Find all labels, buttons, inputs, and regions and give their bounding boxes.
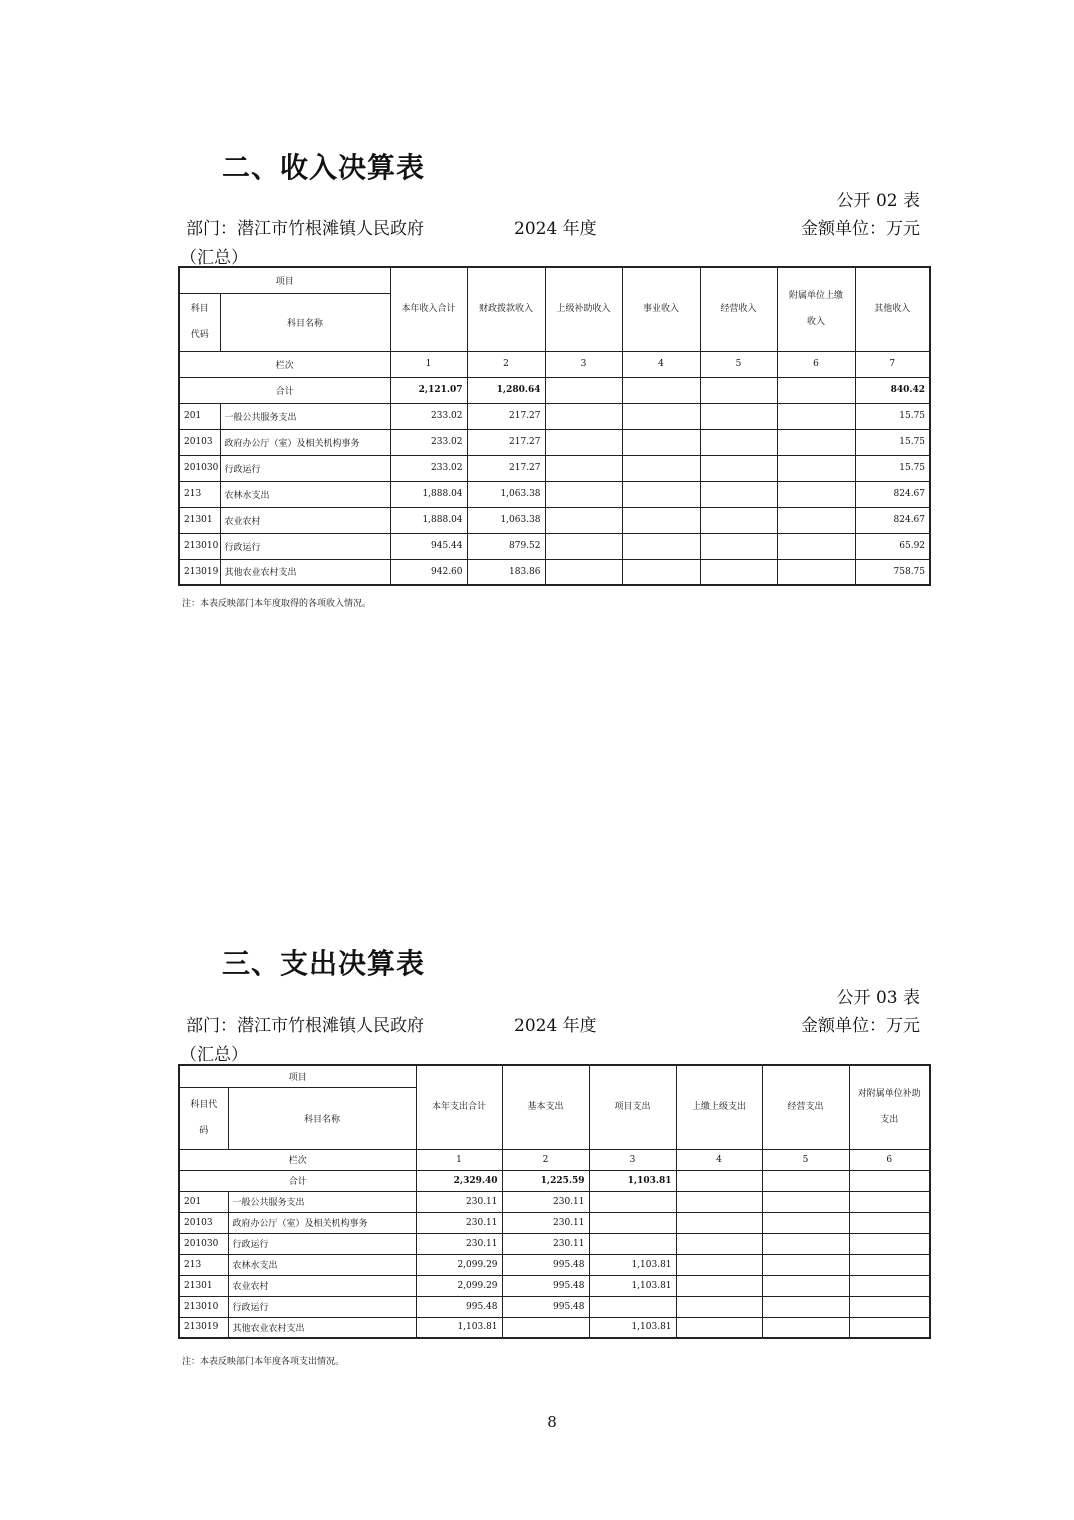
row-value	[762, 1212, 849, 1233]
table-row	[179, 507, 930, 533]
expense-lane-number: 5	[762, 1149, 849, 1170]
page-number: 8	[547, 1413, 557, 1431]
income-table-code: 公开 02 表	[836, 191, 920, 211]
row-value	[777, 429, 855, 455]
row-value	[762, 1317, 849, 1338]
income-total-cell	[545, 377, 622, 403]
income-total-cell	[700, 377, 777, 403]
row-value	[676, 1233, 762, 1254]
row-value	[589, 1296, 676, 1317]
table-row	[179, 1275, 930, 1296]
row-value	[502, 1317, 589, 1338]
row-name: 行政运行	[228, 1296, 416, 1317]
row-value	[676, 1275, 762, 1296]
row-value: 217.27	[467, 455, 545, 481]
row-name: 农业农村	[228, 1275, 416, 1296]
row-value	[762, 1275, 849, 1296]
row-value	[777, 403, 855, 429]
expense-note: 注：本表反映部门本年度各项支出情况。	[182, 1357, 345, 1367]
expense-header-name: 科目名称	[228, 1087, 416, 1149]
row-code: 201	[179, 403, 220, 429]
row-value	[589, 1212, 676, 1233]
row-value	[762, 1254, 849, 1275]
income-year: 2024 年度	[514, 219, 597, 239]
expense-total-cell: 1,103.81	[589, 1170, 676, 1191]
table-row	[179, 1254, 930, 1275]
row-name: 农林水支出	[228, 1254, 416, 1275]
row-value	[622, 403, 700, 429]
row-value	[849, 1233, 930, 1254]
income-lane-number: 6	[777, 351, 855, 377]
row-value	[849, 1212, 930, 1233]
expense-lane-number: 1	[416, 1149, 502, 1170]
expense-col-project: 项目支出	[589, 1065, 676, 1149]
income-col-other: 其他收入	[855, 267, 930, 351]
expense-table-code: 公开 03 表	[836, 988, 920, 1008]
expense-lane-number: 2	[502, 1149, 589, 1170]
income-header-row-1	[179, 267, 930, 293]
income-summary-note: （汇总）	[180, 248, 248, 268]
row-code: 213019	[179, 559, 220, 585]
row-value	[849, 1296, 930, 1317]
income-lane-number: 3	[545, 351, 622, 377]
row-value	[622, 455, 700, 481]
income-col-affiliated: 附属单位上缴收入	[777, 267, 855, 351]
income-lane-label: 栏次	[179, 351, 390, 377]
income-col-superior: 上级补助收入	[545, 267, 622, 351]
income-total-cell: 2,121.07	[390, 377, 467, 403]
expense-total-cell	[762, 1170, 849, 1191]
row-value: 2,099.29	[416, 1275, 502, 1296]
expense-header-row-1	[179, 1065, 930, 1087]
row-value: 15.75	[855, 403, 930, 429]
expense-total-row	[179, 1170, 930, 1191]
income-unit: 金额单位：万元	[801, 219, 920, 239]
row-value	[777, 533, 855, 559]
row-value: 1,103.81	[589, 1275, 676, 1296]
row-value: 995.48	[502, 1275, 589, 1296]
row-value	[622, 533, 700, 559]
expense-title: 三、支出决算表	[222, 947, 426, 980]
row-value	[622, 481, 700, 507]
expense-col-total: 本年支出合计	[416, 1065, 502, 1149]
table-row	[179, 1233, 930, 1254]
row-value	[545, 481, 622, 507]
row-value	[622, 429, 700, 455]
row-name: 其他农业农村支出	[228, 1317, 416, 1338]
row-value	[676, 1317, 762, 1338]
income-header-code: 科目代码	[179, 293, 220, 351]
expense-unit: 金额单位：万元	[801, 1016, 920, 1036]
table-row	[179, 1296, 930, 1317]
income-total-row	[179, 377, 930, 403]
row-value: 1,888.04	[390, 481, 467, 507]
row-code: 213	[179, 481, 220, 507]
row-value	[545, 533, 622, 559]
row-value: 233.02	[390, 429, 467, 455]
income-col-total: 本年收入合计	[390, 267, 467, 351]
income-col-undertaking: 事业收入	[622, 267, 700, 351]
row-value	[700, 403, 777, 429]
row-code: 213	[179, 1254, 228, 1275]
row-value	[777, 455, 855, 481]
income-title: 二、收入决算表	[222, 151, 426, 184]
expense-year: 2024 年度	[514, 1016, 597, 1036]
row-value	[777, 481, 855, 507]
row-value: 1,103.81	[416, 1317, 502, 1338]
row-value	[676, 1212, 762, 1233]
row-value: 15.75	[855, 455, 930, 481]
income-lane-number: 5	[700, 351, 777, 377]
row-value	[545, 455, 622, 481]
row-value	[589, 1233, 676, 1254]
expense-lane-number: 6	[849, 1149, 930, 1170]
row-value	[700, 507, 777, 533]
expense-lane-number: 3	[589, 1149, 676, 1170]
expense-col-operating: 经营支出	[762, 1065, 849, 1149]
expense-total-cell	[849, 1170, 930, 1191]
table-row	[179, 1212, 930, 1233]
row-value: 217.27	[467, 403, 545, 429]
row-value	[700, 559, 777, 585]
row-code: 201	[179, 1191, 228, 1212]
income-lane-number: 1	[390, 351, 467, 377]
income-header-item: 项目	[179, 267, 390, 293]
row-value	[762, 1233, 849, 1254]
row-name: 其他农业农村支出	[220, 559, 390, 585]
row-code: 201030	[179, 1233, 228, 1254]
income-lane-number: 4	[622, 351, 700, 377]
row-value	[589, 1191, 676, 1212]
row-name: 一般公共服务支出	[228, 1191, 416, 1212]
table-row	[179, 403, 930, 429]
row-value: 230.11	[502, 1212, 589, 1233]
income-table	[178, 266, 931, 586]
row-value	[545, 403, 622, 429]
expense-table	[178, 1064, 931, 1339]
table-row	[179, 455, 930, 481]
row-value: 15.75	[855, 429, 930, 455]
row-name: 一般公共服务支出	[220, 403, 390, 429]
expense-col-remit: 上缴上级支出	[676, 1065, 762, 1149]
row-code: 20103	[179, 429, 220, 455]
row-name: 行政运行	[220, 455, 390, 481]
income-col-operating: 经营收入	[700, 267, 777, 351]
row-value: 824.67	[855, 507, 930, 533]
row-value: 879.52	[467, 533, 545, 559]
income-lane-number: 7	[855, 351, 930, 377]
row-value: 995.48	[416, 1296, 502, 1317]
expense-summary-note: （汇总）	[180, 1045, 248, 1065]
row-value	[849, 1191, 930, 1212]
table-row	[179, 533, 930, 559]
row-code: 213010	[179, 533, 220, 559]
row-code: 20103	[179, 1212, 228, 1233]
row-value: 995.48	[502, 1254, 589, 1275]
table-row	[179, 1317, 930, 1338]
row-value: 230.11	[416, 1212, 502, 1233]
row-value: 1,063.38	[467, 507, 545, 533]
expense-col-basic: 基本支出	[502, 1065, 589, 1149]
row-name: 农林水支出	[220, 481, 390, 507]
row-value: 824.67	[855, 481, 930, 507]
expense-header-code: 科目代码	[179, 1087, 228, 1149]
row-name: 行政运行	[220, 533, 390, 559]
row-value	[700, 533, 777, 559]
income-total-label: 合计	[179, 377, 390, 403]
row-value: 233.02	[390, 403, 467, 429]
row-value	[700, 481, 777, 507]
row-value: 217.27	[467, 429, 545, 455]
row-value: 2,099.29	[416, 1254, 502, 1275]
row-value: 758.75	[855, 559, 930, 585]
expense-lane-row	[179, 1149, 930, 1170]
expense-total-cell	[676, 1170, 762, 1191]
row-value	[545, 429, 622, 455]
expense-total-cell: 1,225.59	[502, 1170, 589, 1191]
row-code: 201030	[179, 455, 220, 481]
income-header-name: 科目名称	[220, 293, 390, 351]
row-value	[622, 507, 700, 533]
income-lane-row	[179, 351, 930, 377]
row-value	[762, 1296, 849, 1317]
expense-lane-number: 4	[676, 1149, 762, 1170]
row-value: 995.48	[502, 1296, 589, 1317]
row-value	[762, 1191, 849, 1212]
row-value: 230.11	[416, 1191, 502, 1212]
row-value	[676, 1254, 762, 1275]
row-value	[622, 559, 700, 585]
row-value: 1,103.81	[589, 1254, 676, 1275]
income-total-cell	[622, 377, 700, 403]
income-total-cell	[777, 377, 855, 403]
row-value: 1,063.38	[467, 481, 545, 507]
row-value: 65.92	[855, 533, 930, 559]
expense-col-affiliated-subsidy: 对附属单位补助支出	[849, 1065, 930, 1149]
row-value	[849, 1275, 930, 1296]
income-lane-number: 2	[467, 351, 545, 377]
expense-header-item: 项目	[179, 1065, 416, 1087]
row-value	[700, 429, 777, 455]
row-value: 942.60	[390, 559, 467, 585]
row-value	[849, 1254, 930, 1275]
expense-total-label: 合计	[179, 1170, 416, 1191]
expense-department: 部门：潜江市竹根滩镇人民政府	[186, 1016, 424, 1036]
row-value: 1,888.04	[390, 507, 467, 533]
table-row	[179, 559, 930, 585]
row-name: 政府办公厅（室）及相关机构事务	[228, 1212, 416, 1233]
row-value	[777, 559, 855, 585]
row-name: 农业农村	[220, 507, 390, 533]
income-total-cell: 1,280.64	[467, 377, 545, 403]
income-col-fiscal: 财政拨款收入	[467, 267, 545, 351]
row-value: 183.86	[467, 559, 545, 585]
row-code: 21301	[179, 1275, 228, 1296]
income-note: 注：本表反映部门本年度取得的各项收入情况。	[182, 599, 372, 609]
row-value: 230.11	[502, 1233, 589, 1254]
income-department: 部门：潜江市竹根滩镇人民政府	[186, 219, 424, 239]
row-value: 233.02	[390, 455, 467, 481]
row-value: 230.11	[416, 1233, 502, 1254]
row-code: 21301	[179, 507, 220, 533]
table-row	[179, 429, 930, 455]
row-name: 行政运行	[228, 1233, 416, 1254]
row-value	[849, 1317, 930, 1338]
expense-lane-label: 栏次	[179, 1149, 416, 1170]
income-total-cell: 840.42	[855, 377, 930, 403]
row-value	[777, 507, 855, 533]
row-value	[676, 1296, 762, 1317]
table-row	[179, 1191, 930, 1212]
row-code: 213019	[179, 1317, 228, 1338]
row-code: 213010	[179, 1296, 228, 1317]
row-value: 945.44	[390, 533, 467, 559]
row-value: 1,103.81	[589, 1317, 676, 1338]
row-value: 230.11	[502, 1191, 589, 1212]
row-value	[700, 455, 777, 481]
row-value	[676, 1191, 762, 1212]
row-value	[545, 559, 622, 585]
row-value	[545, 507, 622, 533]
expense-total-cell: 2,329.40	[416, 1170, 502, 1191]
table-row	[179, 481, 930, 507]
row-name: 政府办公厅（室）及相关机构事务	[220, 429, 390, 455]
